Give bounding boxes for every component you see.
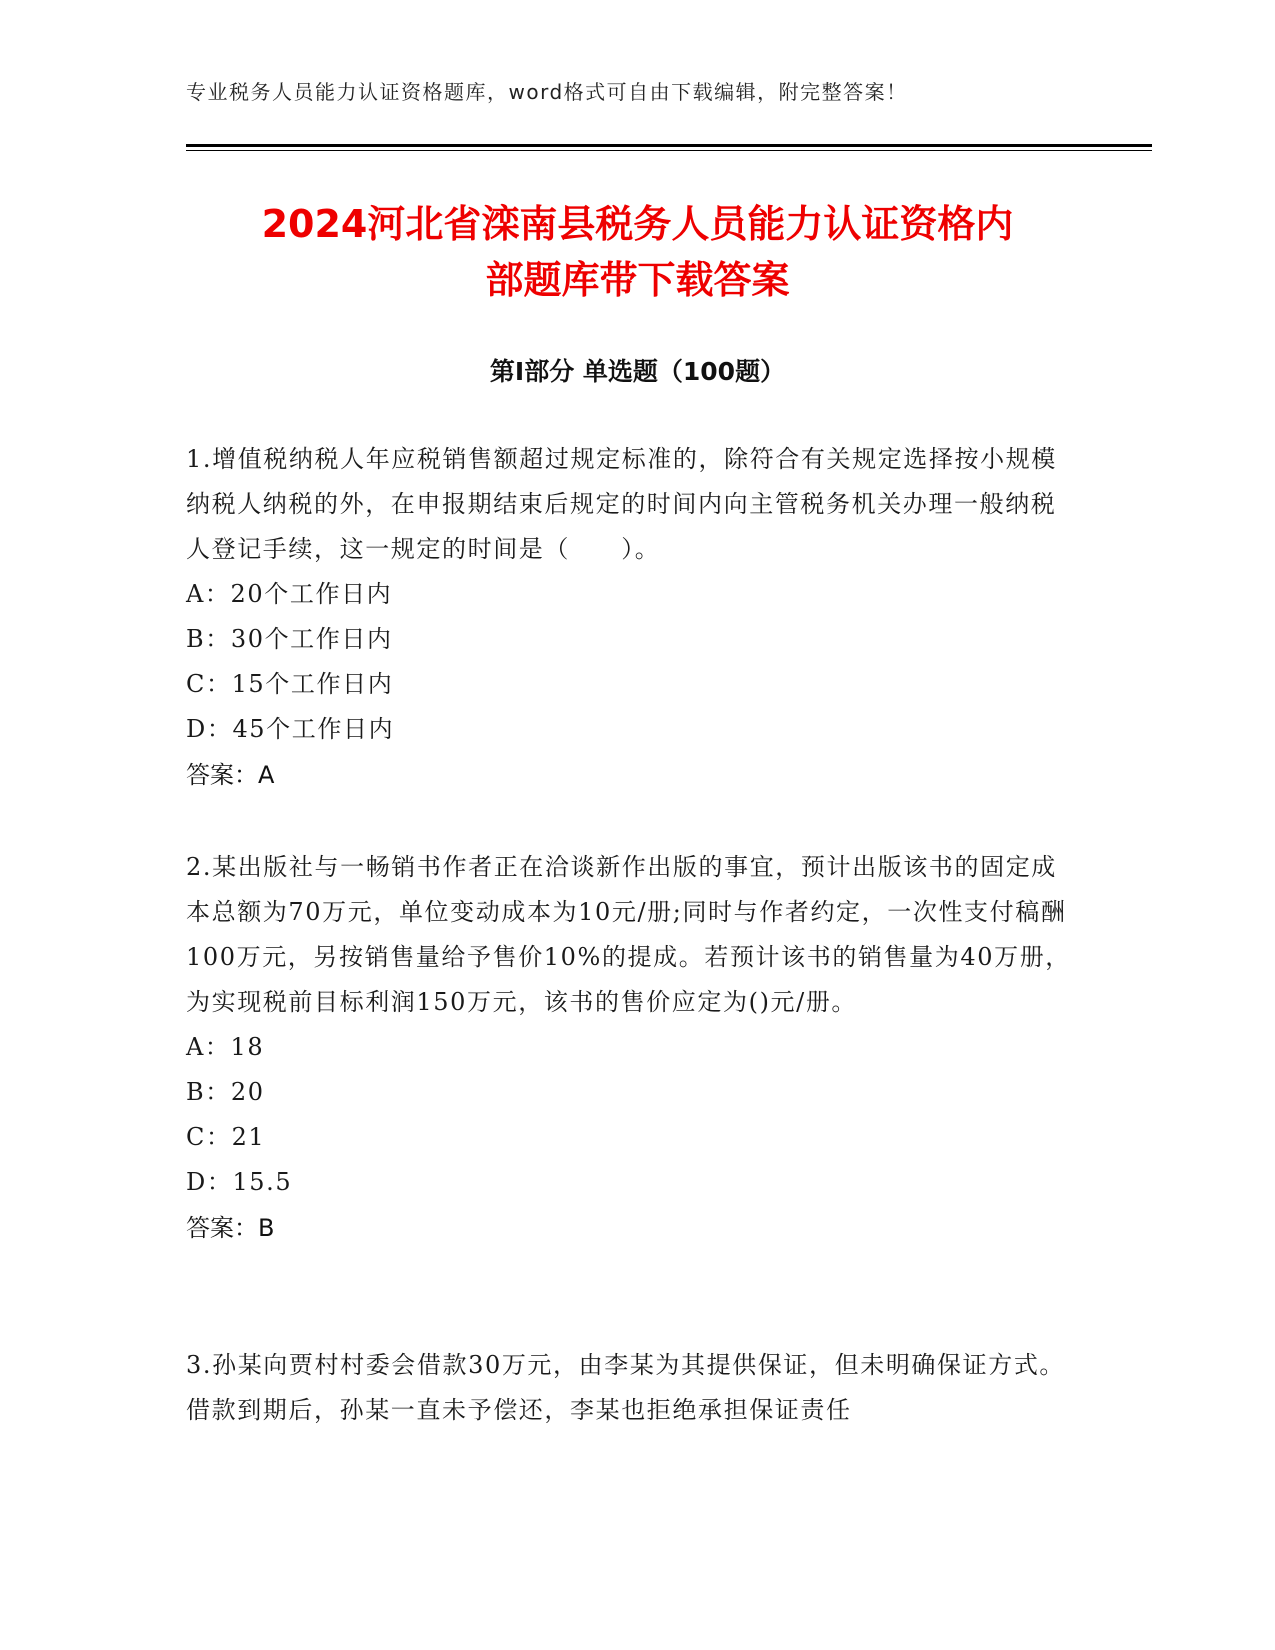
document-title [130, 196, 1145, 308]
header-rule-thick [186, 144, 1152, 147]
question-stem: 3.孙某向贾村村委会借款30万元，由李某为其提供保证，但未明确保证方式。借款到期后，孙某一直未予偿还，李某也拒绝承担保证责任 [186, 1351, 1066, 1424]
option-a: A：20个工作日内 [186, 580, 393, 608]
question-stem: 1.增值税纳税人年应税销售额超过规定标准的，除符合有关规定选择按小规模纳税人纳税的外，在申报期结束后规定的时间内向主管税务机关办理一般纳税人登记手续，这一规定的时间是（ ）。 [186, 445, 1057, 563]
option-d: D：15.5 [186, 1168, 293, 1196]
document-title-line-1: 2024河北省滦南县税务人员能力认证资格内 [261, 202, 1014, 246]
option-c: C：15个工作日内 [186, 670, 394, 698]
document-title-line-2: 部题库带下载答案 [485, 258, 790, 302]
header-note: 专业税务人员能力认证资格题库，word格式可自由下载编辑，附完整答案！ [186, 80, 908, 104]
option-a: A：18 [186, 1033, 265, 1061]
option-d: D：45个工作日内 [186, 715, 395, 743]
question-3 [186, 1343, 1076, 1433]
option-c: C：21 [186, 1123, 266, 1151]
option-list [186, 572, 1076, 752]
answer: 答案：A [186, 761, 275, 789]
answer: 答案：B [186, 1214, 275, 1242]
option-b: B：30个工作日内 [186, 625, 393, 653]
option-b: B：20 [186, 1078, 265, 1106]
question-1 [186, 437, 1076, 798]
question-stem: 2.某出版社与一畅销书作者正在洽谈新作出版的事宜，预计出版该书的固定成本总额为70万元，单位变动成本为10元/册;同时与作者约定，一次性支付稿酬100万元，另按销售量给予售价10%的提成。若预计该书的销售量为40万册，为实现税前目标利润150万元，该书的售价应定为()元/册。 [186, 853, 1071, 1016]
option-list [186, 1025, 1076, 1205]
section-title: 第Ⅰ部分 单选题（100题） [489, 357, 786, 386]
header-rule-thin [186, 150, 1152, 151]
question-2 [186, 845, 1076, 1251]
